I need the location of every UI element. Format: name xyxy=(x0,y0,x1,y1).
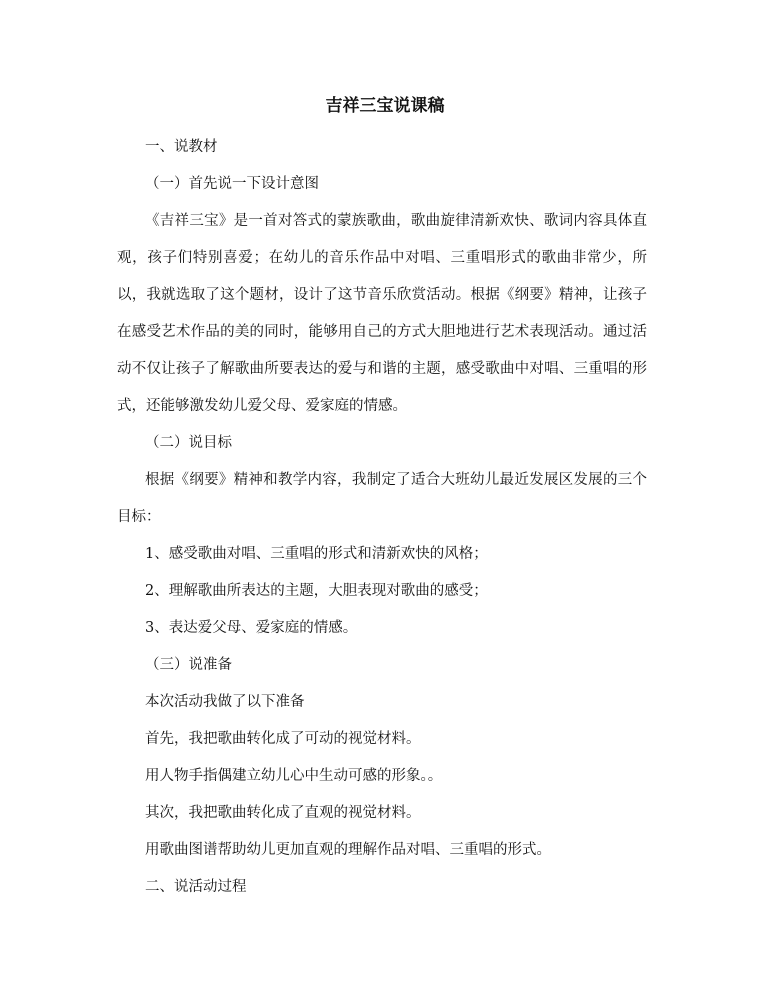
paragraph: 用歌曲图谱帮助幼儿更加直观的理解作品对唱、三重唱的形式。 xyxy=(145,842,551,858)
list-item: 3、表达爱父母、爱家庭的情感。 xyxy=(145,620,358,636)
section-heading: 二、说活动过程 xyxy=(145,879,247,895)
document-body xyxy=(117,129,647,906)
paragraph: 根据《纲要》精神和教学内容，我制定了适合大班幼儿最近发展区发展的三个目标： xyxy=(117,472,647,525)
subsection-heading: （三）说准备 xyxy=(145,657,232,673)
list-item: 1、感受歌曲对唱、三重唱的形式和清新欢快的风格； xyxy=(145,546,488,562)
paragraph: 本次活动我做了以下准备 xyxy=(145,694,305,710)
paragraph: 用人物手指偶建立幼儿心中生动可感的形象。。 xyxy=(145,768,443,784)
subsection-heading: （一）首先说一下设计意图 xyxy=(145,176,319,192)
paragraph: 其次，我把歌曲转化成了直观的视觉材料。 xyxy=(145,805,421,821)
document-title: 吉祥三宝说课稿 xyxy=(325,96,445,116)
subsection-heading: （二）说目标 xyxy=(145,435,232,451)
list-item: 2、理解歌曲所表达的主题，大胆表现对歌曲的感受； xyxy=(145,583,488,599)
paragraph: 《吉祥三宝》是一首对答式的蒙族歌曲，歌曲旋律清新欢快、歌词内容具体直观，孩子们特别喜爱；在幼儿的音乐作品中对唱、三重唱形式的歌曲非常少，所以，我就选取了这个题材，设计了这节音乐欣赏活动。根据《纲要》精神，让孩子在感受艺术作品的美的同时，能够用自己的方式大胆地进行艺术表现活动。通过活动不仅让孩子了解歌曲所要表达的爱与和谐的主题，感受歌曲中对唱、三重唱的形式，还能够激发幼儿爱父母、爱家庭的情感。 xyxy=(117,213,647,414)
paragraph: 首先，我把歌曲转化成了可动的视觉材料。 xyxy=(145,731,421,747)
section-heading: 一、说教材 xyxy=(145,139,218,155)
